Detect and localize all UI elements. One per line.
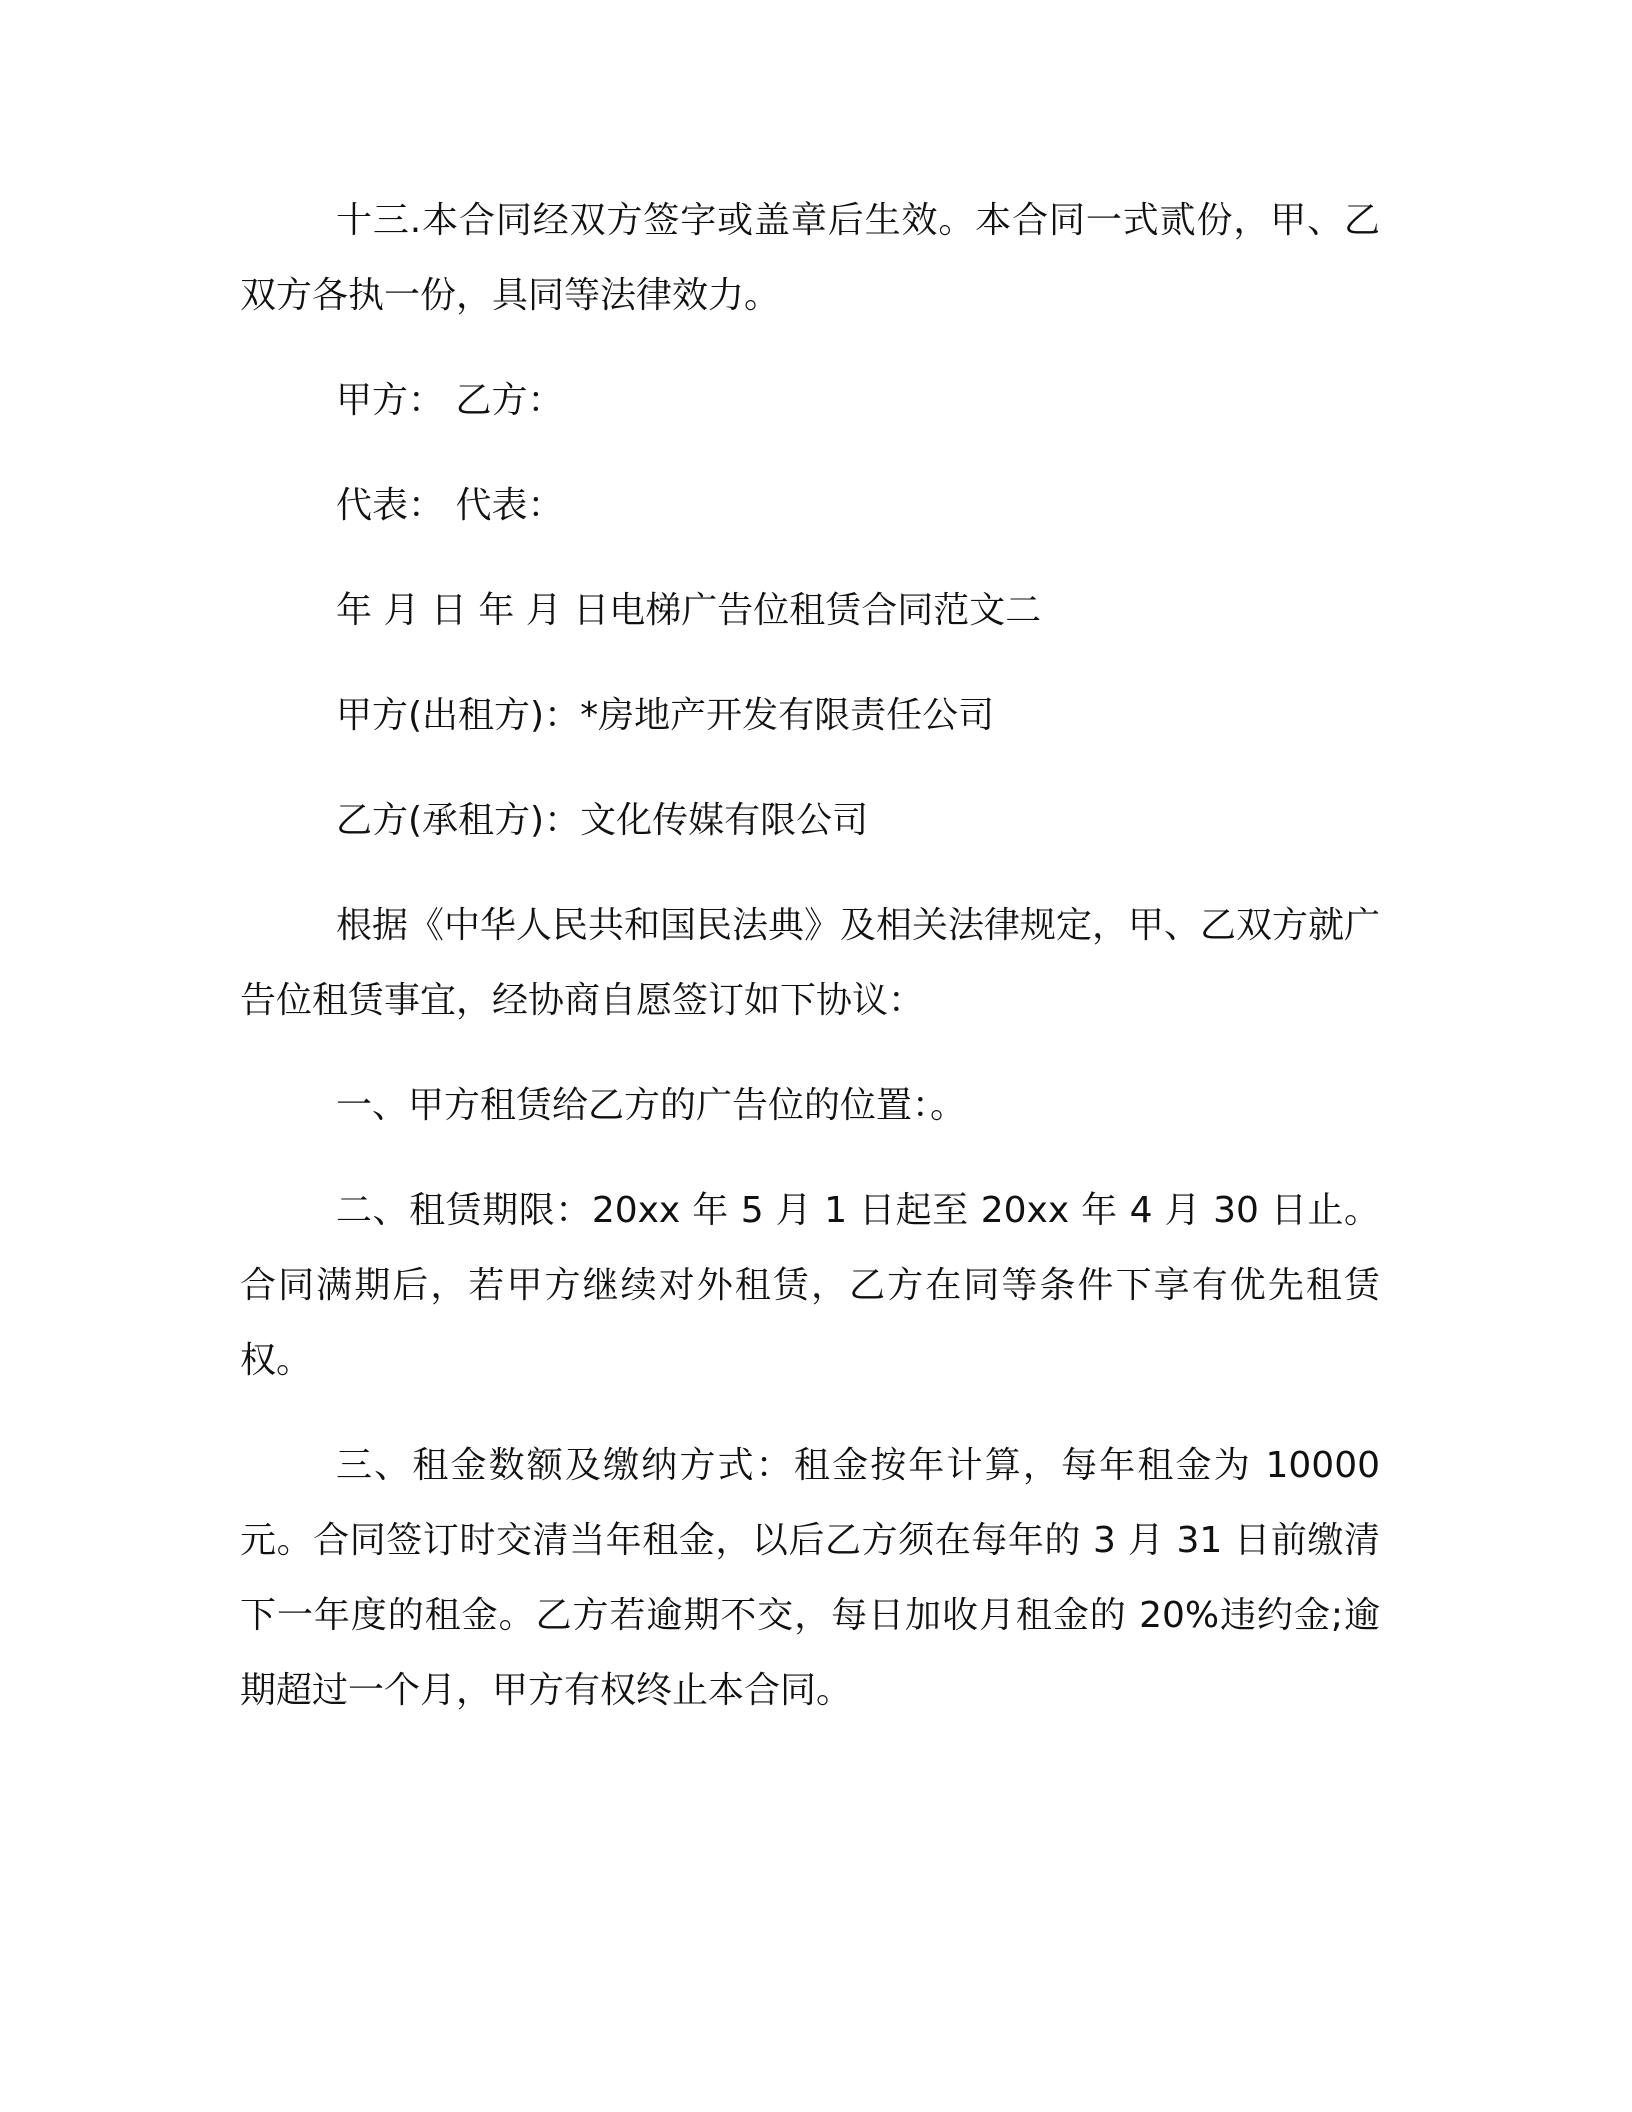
lessor-line: 甲方(出租方)：*房地产开发有限责任公司 bbox=[336, 695, 995, 736]
clause-three-paragraph: 三、租金数额及缴纳方式：租金按年计算，每年租金为 10000 元。合同签订时交清当年租金，以后乙方须在每年的 3 月 31 日前缴清下一年度的租金。乙方若逾期不交，每日加收月租金的 20%违约金;逾期超过一个月，甲方有权终止本合同。 bbox=[240, 1445, 1380, 1711]
date-and-title-line: 年 月 日 年 月 日电梯广告位租赁合同范文二 bbox=[336, 590, 1042, 631]
lessee-line: 乙方(承租方)：文化传媒有限公司 bbox=[336, 800, 869, 841]
preamble-paragraph: 根据《中华人民共和国民法典》及相关法律规定，甲、乙双方就广告位租赁事宜，经协商自愿签订如下协议： bbox=[240, 905, 1381, 1021]
clause-two-paragraph: 二、租赁期限：20xx 年 5 月 1 日起至 20xx 年 4 月 30 日止。合同满期后，若甲方继续对外租赁，乙方在同等条件下享有优先租赁权。 bbox=[240, 1190, 1380, 1381]
clause-thirteen-paragraph: 十三.本合同经双方签字或盖章后生效。本合同一式贰份，甲、乙双方各执一份，具同等法律效力。 bbox=[240, 200, 1380, 316]
document-body bbox=[240, 183, 1380, 1758]
clause-one-paragraph: 一、甲方租赁给乙方的广告位的位置：。 bbox=[336, 1085, 967, 1126]
representative-signature-line: 代表： 代表： bbox=[336, 485, 564, 526]
party-signature-line: 甲方： 乙方： bbox=[336, 380, 564, 421]
